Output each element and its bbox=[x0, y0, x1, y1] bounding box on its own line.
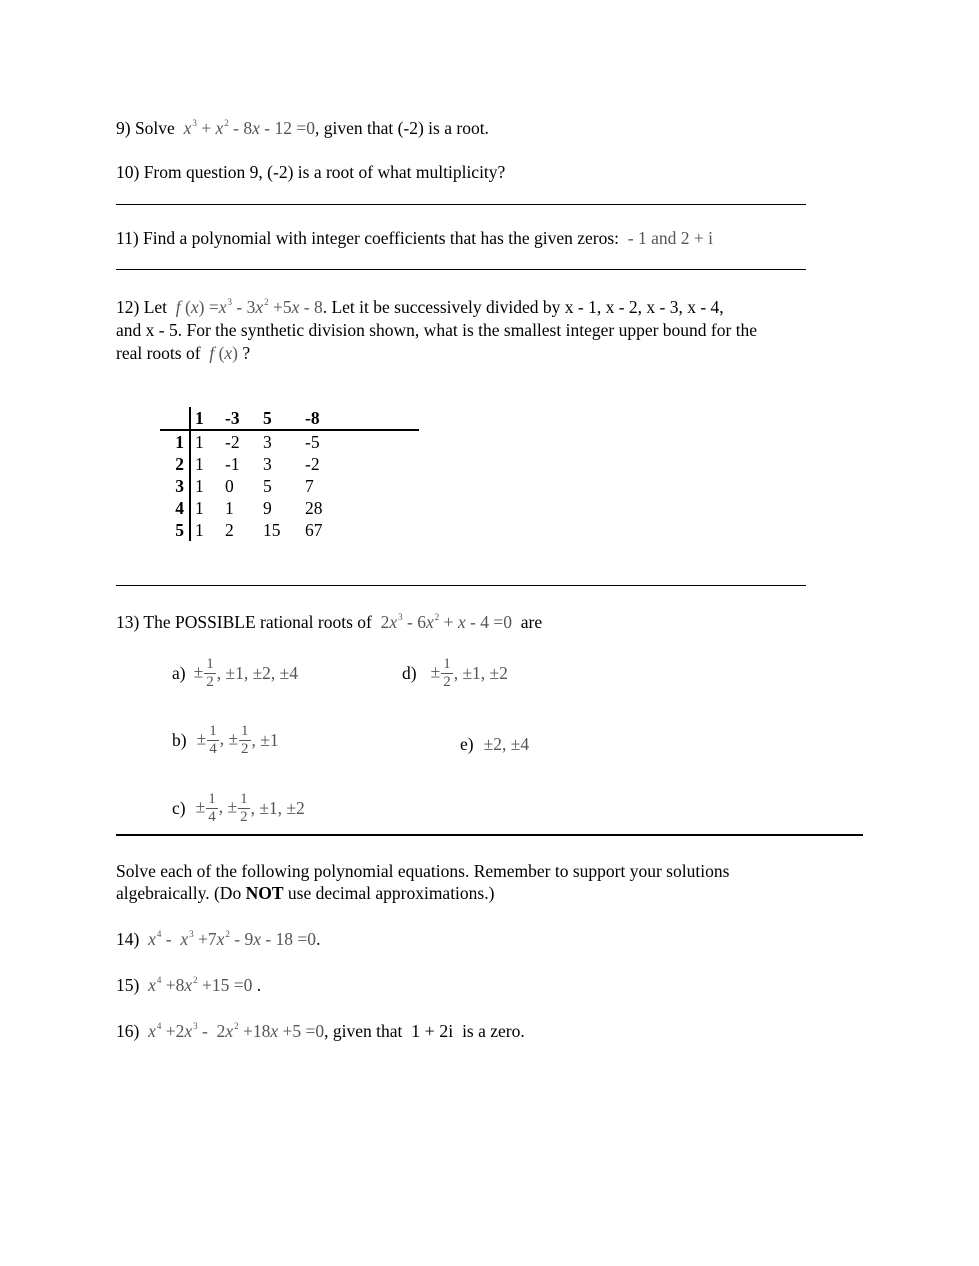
option-e bbox=[460, 736, 529, 754]
table-cell: 15 bbox=[263, 520, 281, 540]
q13-prefix: 13) The POSSIBLE rational roots of bbox=[116, 612, 372, 632]
option-d-label: d) bbox=[402, 662, 417, 683]
question-13 bbox=[116, 613, 542, 632]
table-cell: 9 bbox=[263, 498, 272, 518]
synthetic-division-table bbox=[160, 407, 419, 541]
question-16 bbox=[116, 1022, 525, 1041]
question-12-line-2: and x - 5. For the synthetic division shown, what is the smallest integer upper bound for the bbox=[116, 320, 758, 340]
q15-equation: $x^4 +8x^2 +15 =0$ bbox=[148, 975, 253, 995]
table-cell: 3 bbox=[263, 454, 272, 474]
q13-suffix: are bbox=[520, 612, 543, 632]
question-11 bbox=[116, 230, 713, 248]
q16-equation: $x^4 +2x^3 - 2x^2 +18x +5 =0$ bbox=[148, 1021, 325, 1041]
q12-function: f $(x) =x^3 - 3x^2 +5x - 8$ bbox=[175, 297, 323, 317]
instructions-line-1: Solve each of the following polynomial equations. Remember to support your solutions bbox=[116, 861, 730, 881]
instructions-line2-suffix: use decimal approximations.) bbox=[283, 883, 495, 903]
q12-line3-suffix: ? bbox=[242, 343, 251, 363]
plus-minus-sign: ± bbox=[195, 796, 206, 817]
plus-minus-sign: ± bbox=[430, 661, 441, 682]
table-cell: -5 bbox=[305, 432, 320, 452]
option-d-rest: , ±1, ±2 bbox=[453, 662, 508, 683]
option-a bbox=[172, 656, 298, 691]
q15-label: 15) bbox=[116, 975, 140, 995]
plus-minus-sign: ± bbox=[227, 796, 238, 817]
q9-suffix: , given that (-2) is a root. bbox=[314, 118, 489, 138]
table-row bbox=[160, 475, 419, 497]
question-10: 10) From question 9, (-2) is a root of what multiplicity? bbox=[116, 162, 506, 182]
answer-line bbox=[116, 585, 806, 586]
instructions-line-2 bbox=[116, 885, 494, 903]
fraction-one-half: $\frac{1}{2}$ bbox=[206, 656, 214, 690]
table-cell: -2 bbox=[225, 432, 240, 452]
q12-prefix: 12) Let bbox=[116, 297, 168, 317]
fraction-one-half: $\frac{1}{2}$ bbox=[443, 656, 451, 690]
fraction-one-half: $\frac{1}{2}$ bbox=[240, 791, 248, 825]
q12-line1-rest: . Let it be successively divided by x - 1, x - 2, x - 3, x - 4, bbox=[322, 297, 724, 317]
question-14 bbox=[116, 930, 320, 949]
fraction-one-quarter: $\frac{1}{4}$ bbox=[209, 723, 217, 757]
table-row bbox=[160, 430, 419, 453]
option-a-label: a) bbox=[172, 662, 186, 683]
divisor-cell: 3 bbox=[160, 475, 190, 497]
fraction-one-quarter: $\frac{1}{4}$ bbox=[208, 791, 216, 825]
table-cell: -1 bbox=[225, 454, 240, 474]
q16-mid: , given that bbox=[324, 1021, 403, 1041]
option-b-label: b) bbox=[172, 729, 187, 750]
q16-end: is a zero. bbox=[462, 1021, 525, 1041]
option-c bbox=[172, 791, 305, 826]
q11-zeros: - 1 and 2 + i bbox=[627, 228, 713, 248]
table-cell: 0 bbox=[225, 476, 234, 496]
option-e-text: ±2, ±4 bbox=[483, 734, 530, 754]
plus-minus-sign: ± bbox=[193, 661, 204, 682]
q14-equation: $x^4 - x^3 +7x^2 - 9x - 18 =0$ bbox=[148, 929, 317, 949]
answer-line bbox=[116, 204, 806, 205]
q16-label: 16) bbox=[116, 1021, 140, 1041]
table-cell: 7 bbox=[305, 476, 314, 496]
header-cell: 5 bbox=[259, 407, 301, 430]
table-cell: 5 bbox=[263, 476, 272, 496]
question-9 bbox=[116, 119, 489, 138]
table-row bbox=[160, 497, 419, 519]
table-cell: 1 bbox=[195, 432, 204, 452]
q13-equation: $2x^3 - 6x^2 + x - 4 =0$ bbox=[376, 612, 512, 632]
table-cell: 1 bbox=[195, 520, 204, 540]
table-cell: 1 bbox=[225, 498, 234, 518]
instructions-line2-prefix: algebraically. (Do bbox=[116, 883, 246, 903]
section-divider bbox=[116, 834, 863, 836]
plus-minus-sign: ± bbox=[228, 728, 239, 749]
question-12-line-1 bbox=[116, 298, 724, 317]
divisor-cell: 2 bbox=[160, 453, 190, 475]
header-cell: 1 bbox=[190, 407, 221, 430]
plus-minus-sign: ± bbox=[196, 728, 207, 749]
table-corner bbox=[160, 407, 190, 430]
answer-line bbox=[116, 269, 806, 270]
table-row bbox=[160, 519, 419, 541]
option-c-rest: , ±1, ±2 bbox=[250, 797, 305, 818]
question-12-line-3 bbox=[116, 345, 250, 363]
question-15 bbox=[116, 976, 261, 995]
option-b-rest: , ±1 bbox=[251, 729, 279, 750]
q9-equation: $x^3 + x^2 - 8x - 12 =0$ bbox=[183, 118, 315, 138]
option-b bbox=[172, 723, 279, 758]
header-cell: -8 bbox=[301, 407, 419, 430]
q12-fx: f (x) bbox=[209, 343, 238, 363]
option-d bbox=[402, 656, 508, 691]
table-cell: -2 bbox=[305, 454, 320, 474]
divisor-cell: 1 bbox=[160, 430, 190, 453]
divisor-cell: 5 bbox=[160, 519, 190, 541]
table-cell: 2 bbox=[225, 520, 234, 540]
table-header-row bbox=[160, 407, 419, 430]
q15-end: . bbox=[256, 975, 262, 995]
table-cell: 1 bbox=[195, 476, 204, 496]
option-e-label: e) bbox=[460, 734, 474, 754]
separator: , bbox=[218, 796, 228, 817]
table-cell: 3 bbox=[263, 432, 272, 452]
fraction-one-half: $\frac{1}{2}$ bbox=[241, 723, 249, 757]
q12-line3-prefix: real roots of bbox=[116, 343, 201, 363]
table-row bbox=[160, 453, 419, 475]
separator: , bbox=[219, 728, 229, 749]
table-cell: 1 bbox=[195, 454, 204, 474]
divisor-cell: 4 bbox=[160, 497, 190, 519]
header-cell: -3 bbox=[221, 407, 259, 430]
table-cell: 28 bbox=[305, 498, 323, 518]
q14-end: . bbox=[316, 929, 321, 949]
q9-prefix: 9) Solve bbox=[116, 118, 175, 138]
option-c-label: c) bbox=[172, 797, 186, 818]
q11-text: 11) Find a polynomial with integer coefficients that has the given zeros: bbox=[116, 228, 619, 248]
table-cell: 67 bbox=[305, 520, 323, 540]
q16-zero: 1 + 2i bbox=[411, 1021, 454, 1041]
option-a-rest: , ±1, ±2, ±4 bbox=[216, 662, 299, 683]
table-cell: 1 bbox=[195, 498, 204, 518]
instructions-emphasis: NOT bbox=[245, 883, 284, 903]
q14-label: 14) bbox=[116, 929, 140, 949]
